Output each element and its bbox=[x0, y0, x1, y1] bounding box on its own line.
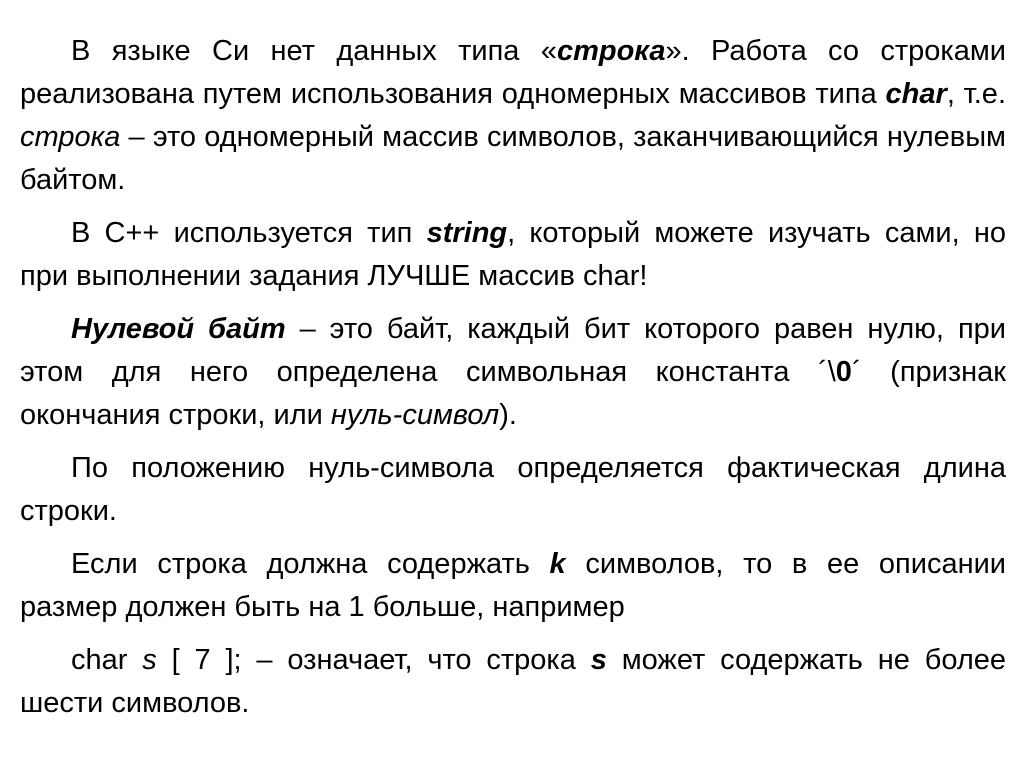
term-null-symbol: нуль-символ bbox=[330, 399, 500, 431]
paragraph-string-length bbox=[20, 447, 1006, 533]
text-segment: [ 7 ]; – означает, что строка bbox=[156, 644, 591, 676]
text-segment: – это байт, каждый бит которого равен нулю, при этом для него определена символьная константа ´\ bbox=[20, 313, 1006, 388]
text-segment: По положению нуль-символа определяется фактическая длина строки. bbox=[20, 452, 1006, 527]
text-segment: ». Работа со строками реализована путем использования одномерных массивов типа bbox=[20, 35, 1006, 110]
term-string: string bbox=[426, 217, 508, 249]
paragraph-cpp-string bbox=[20, 212, 1006, 298]
text-segment: ´ (признак окончания строки, или bbox=[20, 356, 1006, 431]
text-segment: – это одномерный массив символов, заканчивающийся нулевым байтом. bbox=[20, 121, 1006, 196]
term-null-byte: Нулевой байт bbox=[71, 313, 286, 345]
paragraph-no-string-type bbox=[20, 30, 1006, 202]
term-k: k bbox=[549, 548, 566, 580]
term-stroka-italic: строка bbox=[20, 121, 121, 153]
text-segment: ). bbox=[499, 399, 517, 431]
text-segment: , который можете изучать сами, но при выполнении задания ЛУЧШЕ массив char! bbox=[20, 217, 1006, 292]
text-segment: В языке Си нет данных типа « bbox=[71, 35, 557, 67]
var-s-bold: s bbox=[590, 644, 607, 676]
text-segment: символов, то в ее описании размер должен быть на 1 больше, например bbox=[20, 548, 1007, 623]
null-constant-digit: 0 bbox=[835, 356, 852, 388]
text-segment: Если строка должна содержать bbox=[71, 548, 550, 580]
paragraph-null-byte bbox=[20, 308, 1006, 437]
slide-body bbox=[20, 30, 1006, 735]
text-segment: может содержать не более шести символов. bbox=[20, 644, 1006, 719]
paragraph-size-rule bbox=[20, 543, 1006, 629]
term-char: char bbox=[885, 78, 947, 110]
paragraph-example bbox=[20, 639, 1006, 725]
text-segment: char bbox=[71, 644, 143, 676]
text-segment: , т.е. bbox=[946, 78, 1006, 110]
term-stroka: строка bbox=[556, 35, 666, 67]
text-segment: В С++ используется тип bbox=[71, 217, 427, 249]
var-s-italic: s bbox=[142, 644, 157, 676]
